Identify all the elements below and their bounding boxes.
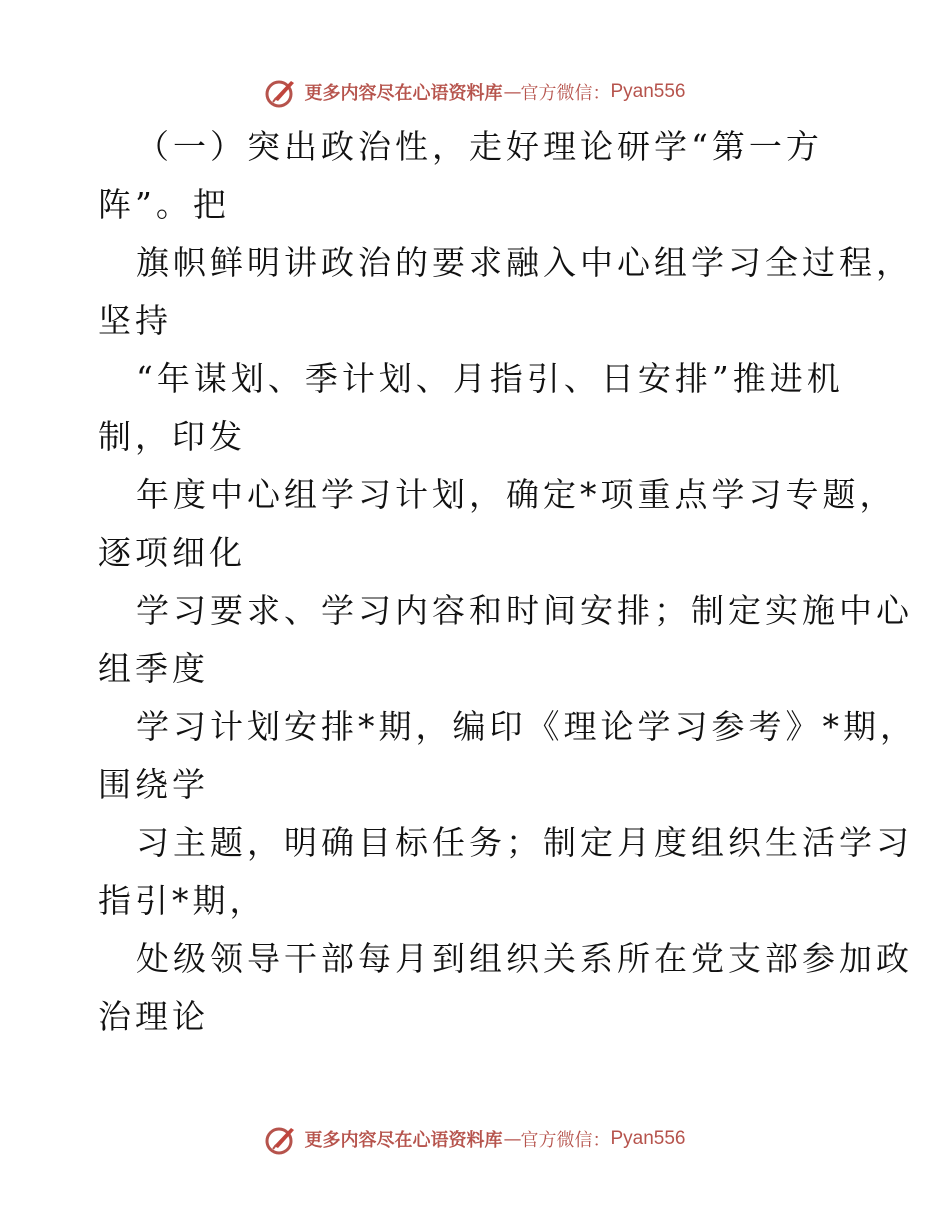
watermark-wechat-label: 官方微信： (520, 1130, 611, 1151)
text-line: 指引*期， (98, 881, 267, 920)
text-line: 围绕学 (98, 765, 209, 804)
text-line: 处级领导干部每月到组织关系所在党支部参加政 (136, 939, 913, 978)
text-line: 学习要求、学习内容和时间安排；制定实施中心 (136, 591, 913, 630)
quill-logo-icon (264, 1122, 298, 1156)
text-line: 逐项细化 (98, 533, 246, 572)
watermark-dash: — (503, 81, 520, 103)
text-line: 坚持 (98, 301, 172, 340)
text-line: 阵”。把 (98, 185, 230, 224)
watermark-site-name: 更多内容尽在心语资料库 (304, 1130, 503, 1151)
text-line: 组季度 (98, 649, 209, 688)
text-line: 习主题，明确目标任务；制定月度组织生活学习 (136, 823, 913, 862)
watermark-dash: — (503, 1128, 520, 1150)
text-line: 学习计划安排*期，编印《理论学习参考》*期， (136, 707, 917, 746)
text-line: 旗帜鲜明讲政治的要求融入中心组学习全过程， (136, 243, 913, 282)
footer-watermark (0, 1119, 950, 1159)
text-line: 制，印发 (98, 417, 246, 456)
text-line: “年谋划、季计划、月指引、日安排”推进机 (136, 359, 844, 398)
watermark-wechat-id: Pyan556 (610, 1128, 686, 1149)
header-watermark (0, 72, 950, 112)
text-line: 治理论 (98, 997, 209, 1036)
text-line: （一）突出政治性，走好理论研学“第一方 (136, 127, 823, 166)
watermark-wechat-label: 官方微信： (520, 83, 611, 104)
quill-logo-icon (264, 75, 298, 109)
text-line: 年度中心组学习计划，确定*项重点学习专题， (136, 475, 897, 514)
document-body (98, 118, 917, 1046)
watermark-wechat-id: Pyan556 (610, 81, 686, 102)
watermark-site-name: 更多内容尽在心语资料库 (304, 83, 503, 104)
